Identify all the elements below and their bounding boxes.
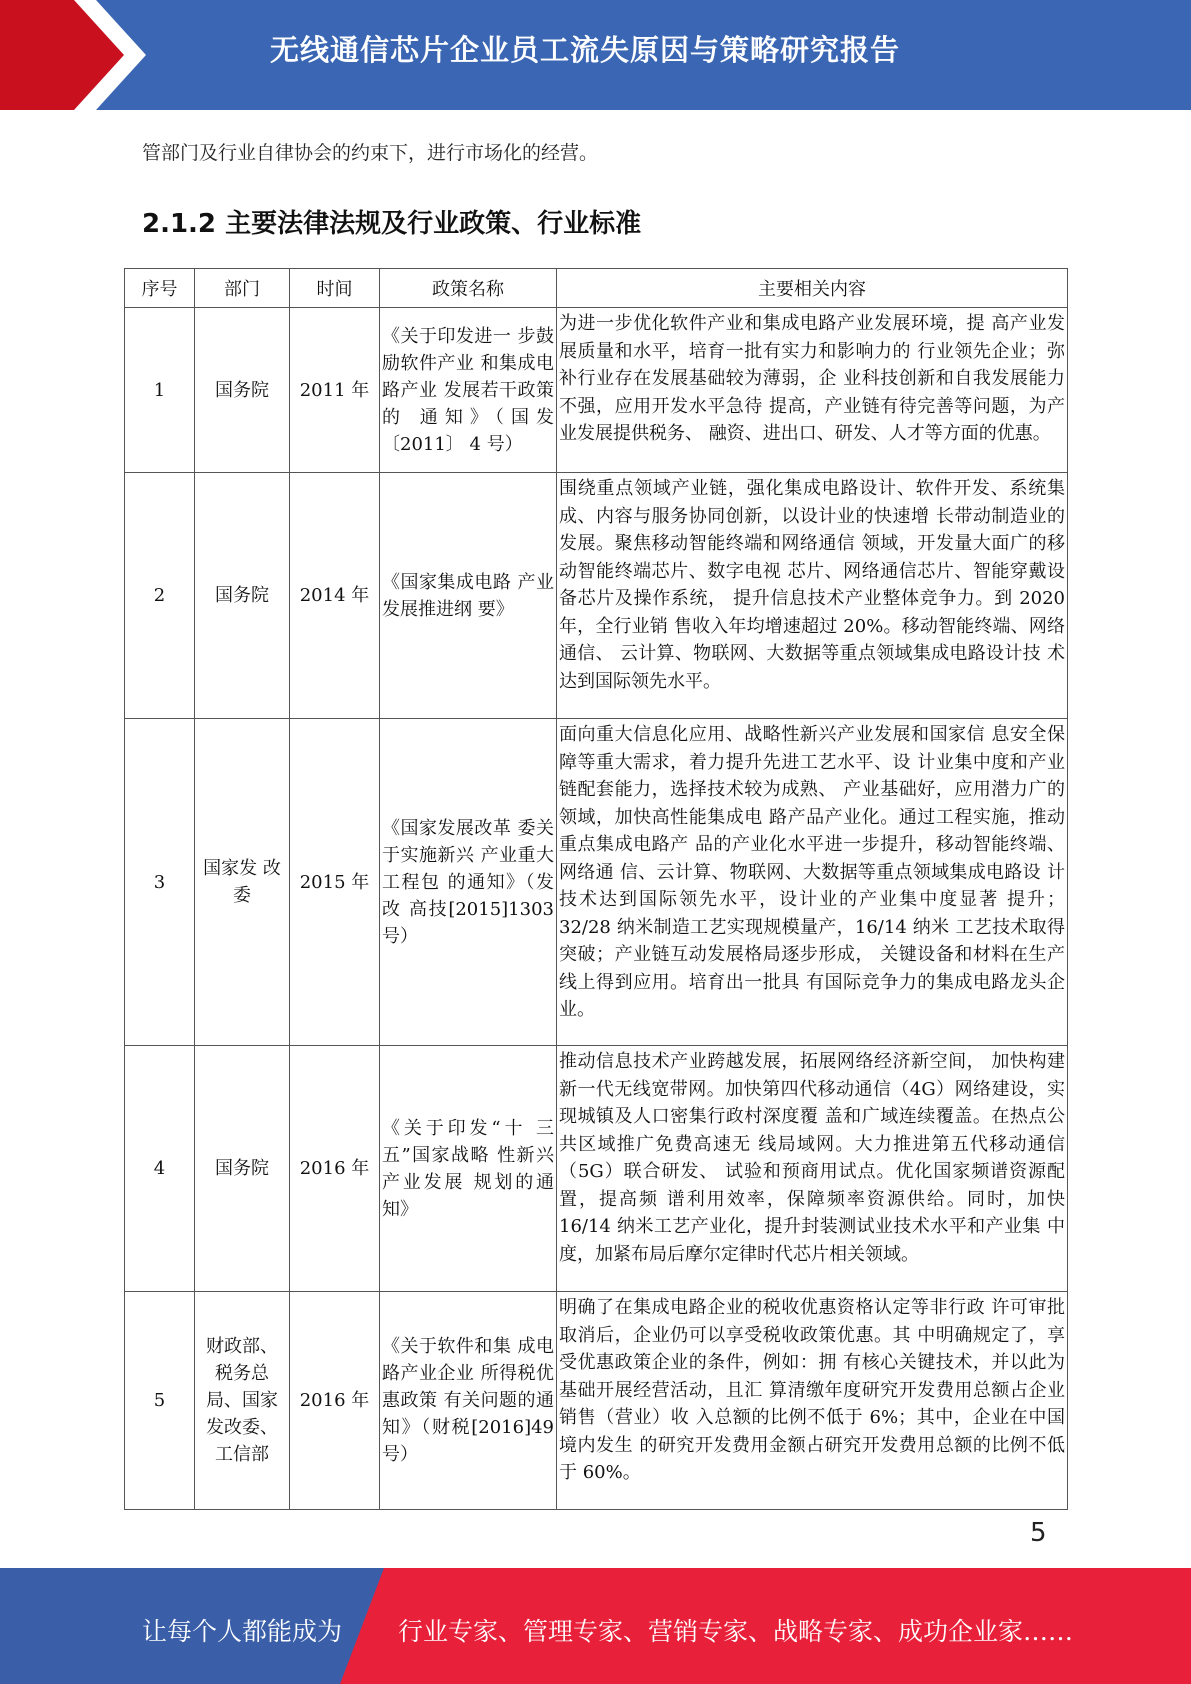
cell-time: 2011 年 <box>290 308 380 473</box>
cell-no: 5 <box>125 1292 195 1510</box>
table-row <box>125 719 1068 1046</box>
cell-policy-name: 《国家发展改革 委关于实施新兴 产业重大工程包 的通知》（发改 高技[2015]1303 号） <box>380 719 557 1046</box>
section-heading: 2.1.2 主要法律法规及行业政策、行业标准 <box>142 209 642 239</box>
intro-paragraph: 管部门及行业自律协会的约束下，进行市场化的经营。 <box>142 142 599 164</box>
cell-content: 围绕重点领域产业链，强化集成电路设计、软件开发、系统集成、内容与服务协同创新，以设计业的快速增 长带动制造业的发展。聚焦移动智能终端和网络通信 领域，开发量大面广的移动智能终端芯片、数字电视 芯片、网络通信芯片、智能穿戴设备芯片及操作系统， 提升信息技术产业整体竞争力。到 2020 年，全行业销 售收入年均增速超过 20%。移动智能终端、网络通信、 云计算、物联网、大数据等重点领域集成电路设计技 术达到国际领先水平。 <box>557 473 1068 719</box>
header-no: 序号 <box>125 269 195 308</box>
cell-no: 4 <box>125 1046 195 1292</box>
footer-slogan-left: 让每个人都能成为 <box>142 1617 343 1646</box>
cell-policy-name: 《关于印发进一 步鼓励软件产业 和集成电路产业 发展若干政策的 通知》（国发〔2011〕 4 号） <box>380 308 557 473</box>
cell-no: 3 <box>125 719 195 1046</box>
cell-content: 推动信息技术产业跨越发展，拓展网络经济新空间， 加快构建新一代无线宽带网。加快第四代移动通信（4G）网络建设，实现城镇及人口密集行政村深度覆 盖和广域连续覆盖。在热点公共区域推广免费高速无 线局域网。大力推进第五代移动通信（5G）联合研发、 试验和预商用试点。优化国家频谱资源配置，提高频 谱利用效率，保障频率资源供给。同时，加快 16/14 纳米工艺产业化，提升封装测试业技术水平和产业集 中度，加紧布局后摩尔定律时代芯片相关领域。 <box>557 1046 1068 1292</box>
footer-slogan-right: 行业专家、管理专家、营销专家、战略专家、成功企业家…… <box>398 1617 1074 1646</box>
cell-no: 2 <box>125 473 195 719</box>
header-dept: 部门 <box>195 269 290 308</box>
header-time: 时间 <box>290 269 380 308</box>
cell-dept: 财政部、 税务总 局、国家 发改委、 工信部 <box>195 1292 290 1510</box>
cell-time: 2016 年 <box>290 1292 380 1510</box>
table-row <box>125 308 1068 473</box>
header-policy-name: 政策名称 <box>380 269 557 308</box>
cell-dept: 国务院 <box>195 308 290 473</box>
cell-time: 2014 年 <box>290 473 380 719</box>
cell-policy-name: 《关于印发“十 三五”国家战略 性新兴产业发展 规划的通知》 <box>380 1046 557 1292</box>
cell-dept: 国务院 <box>195 473 290 719</box>
cell-content: 明确了在集成电路企业的税收优惠资格认定等非行政 许可审批取消后，企业仍可以享受税收政策优惠。其 中明确规定了，享受优惠政策企业的条件，例如：拥 有核心关键技术，并以此为基础开展经营活动，且汇 算清缴年度研究开发费用总额占企业销售（营业）收 入总额的比例不低于 6%；其中，企业在中国境内发生 的研究开发费用金额占研究开发费用总额的比例不低 于 60%。 <box>557 1292 1068 1510</box>
cell-no: 1 <box>125 308 195 473</box>
table-header-row <box>125 269 1068 308</box>
page-number: 5 <box>1030 1518 1047 1548</box>
table-row <box>125 473 1068 719</box>
cell-content: 为进一步优化软件产业和集成电路产业发展环境，提 高产业发展质量和水平，培育一批有实力和影响力的 行业领先企业；弥补行业存在发展基础较为薄弱，企 业科技创新和自我发展能力不强，应用开发水平急待 提高，产业链有待完善等问题，为产业发展提供税务、 融资、进出口、研发、人才等方面的优惠。 <box>557 308 1068 473</box>
cell-time: 2016 年 <box>290 1046 380 1292</box>
page-footer-banner <box>0 1568 1191 1684</box>
cell-dept: 国家发 改委 <box>195 719 290 1046</box>
page-header-banner <box>0 0 1191 110</box>
policy-table <box>124 268 1068 1510</box>
cell-policy-name: 《关于软件和集 成电路产业企业 所得税优惠政策 有关问题的通 知》（财税[2016]49 号） <box>380 1292 557 1510</box>
cell-time: 2015 年 <box>290 719 380 1046</box>
report-title: 无线通信芯片企业员工流失原因与策略研究报告 <box>270 33 901 67</box>
cell-policy-name: 《国家集成电路 产业发展推进纲 要》 <box>380 473 557 719</box>
cell-content: 面向重大信息化应用、战略性新兴产业发展和国家信 息安全保障等重大需求，着力提升先进工艺水平、设 计业集中度和产业链配套能力，选择技术较为成熟、 产业基础好，应用潜力广的领域，加快高性能集成电 路产品产业化。通过工程实施，推动重点集成电路产 品的产业化水平进一步提升，移动智能终端、网络通 信、云计算、物联网、大数据等重点领域集成电路设 计技术达到国际领先水平，设计业的产业集中度显著 提升；32/28 纳米制造工艺实现规模量产，16/14 纳米 工艺技术取得突破；产业链互动发展格局逐步形成， 关键设备和材料在生产线上得到应用。培育出一批具 有国际竞争力的集成电路龙头企业。 <box>557 719 1068 1046</box>
table-row <box>125 1292 1068 1510</box>
cell-dept: 国务院 <box>195 1046 290 1292</box>
table-row <box>125 1046 1068 1292</box>
header-content: 主要相关内容 <box>557 269 1068 308</box>
